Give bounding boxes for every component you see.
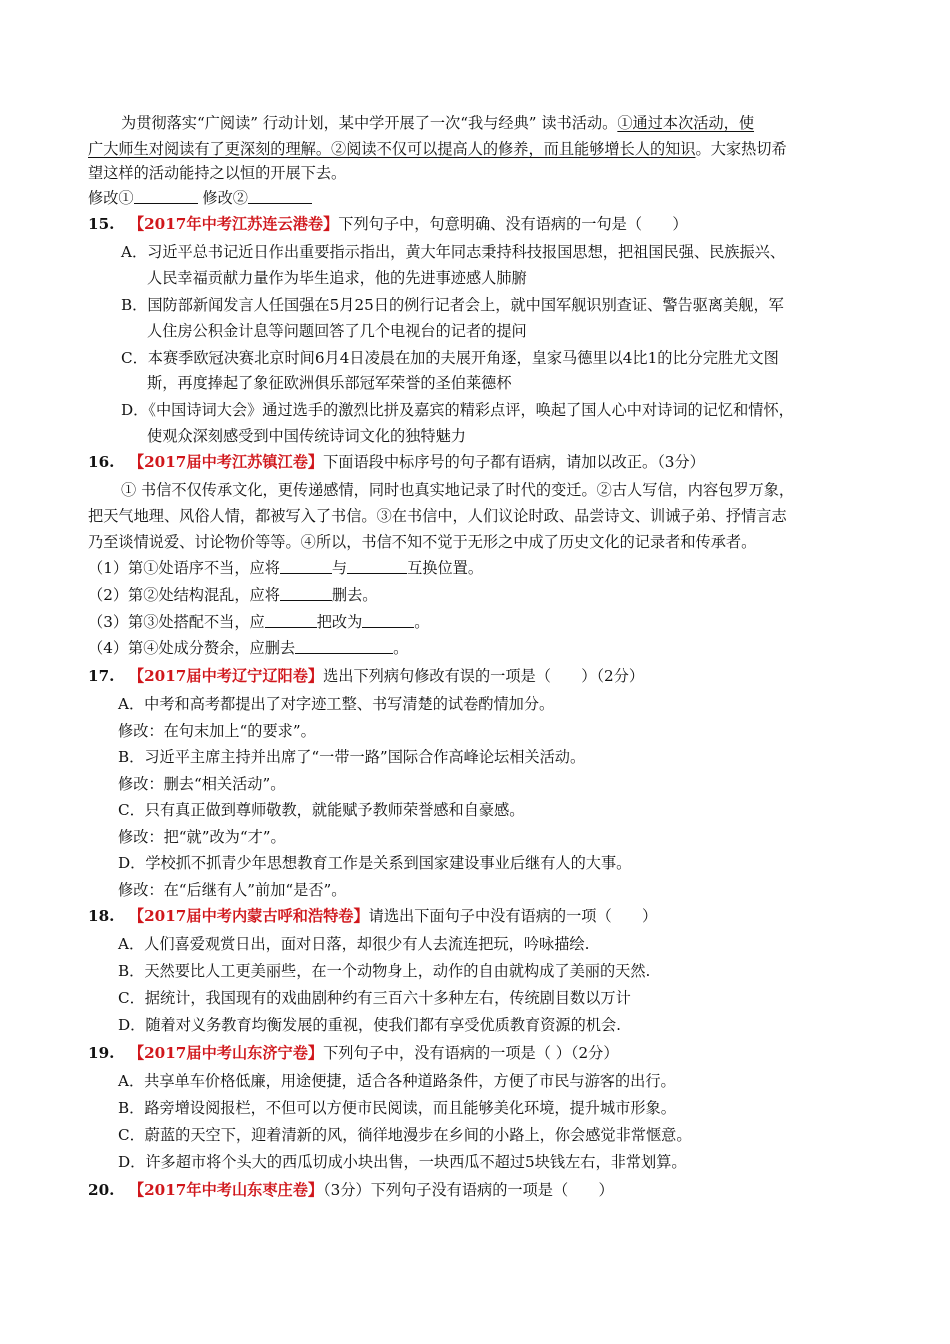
sub-item-3 xyxy=(88,612,429,632)
question-number: 16. xyxy=(88,453,115,471)
revision-c: 修改：把“就”改为“才”。 xyxy=(118,828,286,846)
revision-a: 修改：在句末加上“的要求”。 xyxy=(118,722,316,740)
question-15-stem xyxy=(88,214,688,234)
question-source: 【2017届中考辽宁辽阳卷】 xyxy=(128,667,324,685)
sub-item-text: 与 xyxy=(331,559,348,577)
question-number: 15. xyxy=(88,215,115,233)
sub-item-4 xyxy=(88,638,408,658)
underlined-sentence-1-end: 广大师生对阅读有了更深刻的理解。 xyxy=(88,140,331,158)
sub-item-2 xyxy=(88,585,377,605)
sub-item-text: 删去。 xyxy=(331,586,378,604)
question-number: 20. xyxy=(88,1181,115,1199)
sub-item-text: 。 xyxy=(414,613,430,631)
intro-line-2 xyxy=(88,139,787,159)
option-a: A．习近平总书记近日作出重要指示指出，黄大年同志秉持科技报国思想，把祖国民强、民族振兴、 xyxy=(121,243,786,261)
question-source: 【2017届中考山东济宁卷】 xyxy=(128,1044,324,1062)
intro-text: 望这样的活动能持之以恒的开展下去。 xyxy=(88,164,347,182)
revision-2-label: 修改② xyxy=(197,189,248,207)
question-number: 18. xyxy=(88,907,115,925)
question-17-stem xyxy=(88,666,644,686)
question-text: 下列句子中，句意明确、没有语病的一句是（ ） xyxy=(338,215,688,233)
question-source: 【2017届中考内蒙古呼和浩特卷】 xyxy=(128,907,369,925)
question-number: 17. xyxy=(88,667,115,685)
option-d: D．《中国诗词大会》通过选手的激烈比拼及嘉宾的精彩点评，唤起了国人心中对诗词的记忆和情怀， xyxy=(121,401,794,419)
question-source: 【2017年中考山东枣庄卷】 xyxy=(128,1181,324,1199)
option-a: A．共享单车价格低廉，用途便捷，适合各种道路条件，方便了市民与游客的出行。 xyxy=(118,1072,676,1090)
blank xyxy=(134,189,198,204)
option-c: C．只有真正做到尊师敬教，就能赋予教师荣誉感和自豪感。 xyxy=(118,801,525,819)
option-a: A．中考和高考都提出了对字迹工整、书写清楚的试卷酌情加分。 xyxy=(118,695,555,713)
question-19-stem xyxy=(88,1043,619,1063)
option-b: B．路旁增设阅报栏，不但可以方便市民阅读，而且能够美化环境，提升城市形象。 xyxy=(118,1099,676,1117)
question-18-stem xyxy=(88,906,657,926)
question-text: 请选出下面句子中没有语病的一项（ ） xyxy=(368,907,658,925)
option-d-cont: 使观众深刻感受到中国传统诗词文化的独特魅力 xyxy=(147,427,466,445)
question-text: （3分）下列句子没有语病的一项是（ ） xyxy=(323,1181,614,1199)
sub-item-text: 。 xyxy=(393,639,409,657)
question-source: 【2017年中考江苏连云港卷】 xyxy=(128,215,339,233)
revision-blanks xyxy=(88,188,312,208)
revision-b: 修改：删去“相关活动”。 xyxy=(118,775,286,793)
blank xyxy=(280,586,332,601)
sub-item-text: 互换位置。 xyxy=(407,559,484,577)
option-b: B．天然要比人工更美丽些，在一个动物身上，动作的自由就构成了美丽的天然. xyxy=(118,962,651,980)
sub-item-1 xyxy=(88,558,483,578)
intro-line-1 xyxy=(121,113,754,133)
option-c: C．蔚蓝的天空下，迎着清新的风，徜徉地漫步在乡间的小路上，你会感觉非常惬意。 xyxy=(118,1126,692,1144)
passage-line: 乃至谈情说爱、讨论物价等等。④所以，书信不知不觉于无形之中成了历史文化的记录者和传承者。 xyxy=(88,533,757,551)
blank xyxy=(280,559,332,574)
question-number: 19. xyxy=(88,1044,115,1062)
question-source: 【2017届中考江苏镇江卷】 xyxy=(128,453,324,471)
underlined-sentence-2: ②阅读不仅可以提高人的修养，而且能够增长人的知识 xyxy=(331,140,696,158)
blank xyxy=(295,639,393,654)
option-b: B．国防部新闻发言人任国强在5月25日的例行记者会上，就中国军舰识别查证、警告驱离美舰，军 xyxy=(121,296,784,314)
blank xyxy=(265,613,317,628)
sub-item-text: （4）第④处成分赘余，应删去 xyxy=(88,639,296,657)
question-text: 选出下列病句修改有误的一项是（ ）（2分） xyxy=(323,667,645,685)
intro-text: 为贯彻落实“广阅读” 行动计划，某中学开展了一次“我与经典” 读书活动。 xyxy=(121,114,618,132)
blank xyxy=(347,559,407,574)
option-d: D．随着对义务教育均衡发展的重视，使我们都有享受优质教育资源的机会. xyxy=(118,1016,622,1034)
sub-item-text: 把改为 xyxy=(316,613,363,631)
revision-d: 修改：在“后继有人”前加“是否”。 xyxy=(118,881,347,899)
sub-item-text: （3）第③处搭配不当，应 xyxy=(88,613,265,631)
passage-line: 把天气地理、风俗人情，都被写入了书信。③在书信中，人们议论时政、品尝诗文、训诫子弟、抒情言志 xyxy=(88,507,787,525)
question-16-stem xyxy=(88,452,705,472)
passage-line: ① 书信不仅传承文化，更传递感情，同时也真实地记录了时代的变迁。②古人写信，内容包罗万象， xyxy=(121,481,795,499)
question-text: 下面语段中标序号的句子都有语病，请加以改正。（3分） xyxy=(323,453,705,471)
sub-item-text: （1）第①处语序不当，应将 xyxy=(88,559,280,577)
sub-item-text: （2）第②处结构混乱，应将 xyxy=(88,586,280,604)
blank xyxy=(248,189,312,204)
intro-line-3 xyxy=(88,163,346,183)
intro-text: 。大家热切希 xyxy=(695,140,787,158)
question-text: 下列句子中，没有语病的一项是（ ）（2分） xyxy=(323,1044,619,1062)
option-b: B．习近平主席主持并出席了“一带一路”国际合作高峰论坛相关活动。 xyxy=(118,748,586,766)
revision-1-label: 修改① xyxy=(88,189,134,207)
option-d: D．学校抓不抓青少年思想教育工作是关系到国家建设事业后继有人的大事。 xyxy=(118,854,632,872)
underlined-sentence-1: ①通过本次活动，使 xyxy=(617,114,755,132)
question-20-stem xyxy=(88,1180,614,1200)
option-c-cont: 斯，再度捧起了象征欧洲俱乐部冠军荣誉的圣伯莱德杯 xyxy=(147,374,512,392)
option-a-cont: 人民幸福贡献力量作为毕生追求，他的先进事迹感人肺腑 xyxy=(147,269,527,287)
option-c: C．本赛季欧冠决赛北京时间6月4日凌晨在加的夫展开角逐，皇家马德里以4比1的比分完胜尤文图 xyxy=(121,349,779,367)
option-d: D．许多超市将个头大的西瓜切成小块出售，一块西瓜不超过5块钱左右，非常划算。 xyxy=(118,1153,687,1171)
option-c: C．据统计，我国现有的戏曲剧种约有三百六十多种左右，传统剧目数以万计 xyxy=(118,989,631,1007)
option-a: A．人们喜爱观赏日出，面对日落，却很少有人去流连把玩，吟咏描绘. xyxy=(118,935,590,953)
option-b-cont: 人住房公积金计息等问题回答了几个电视台的记者的提问 xyxy=(147,322,527,340)
blank xyxy=(362,613,414,628)
